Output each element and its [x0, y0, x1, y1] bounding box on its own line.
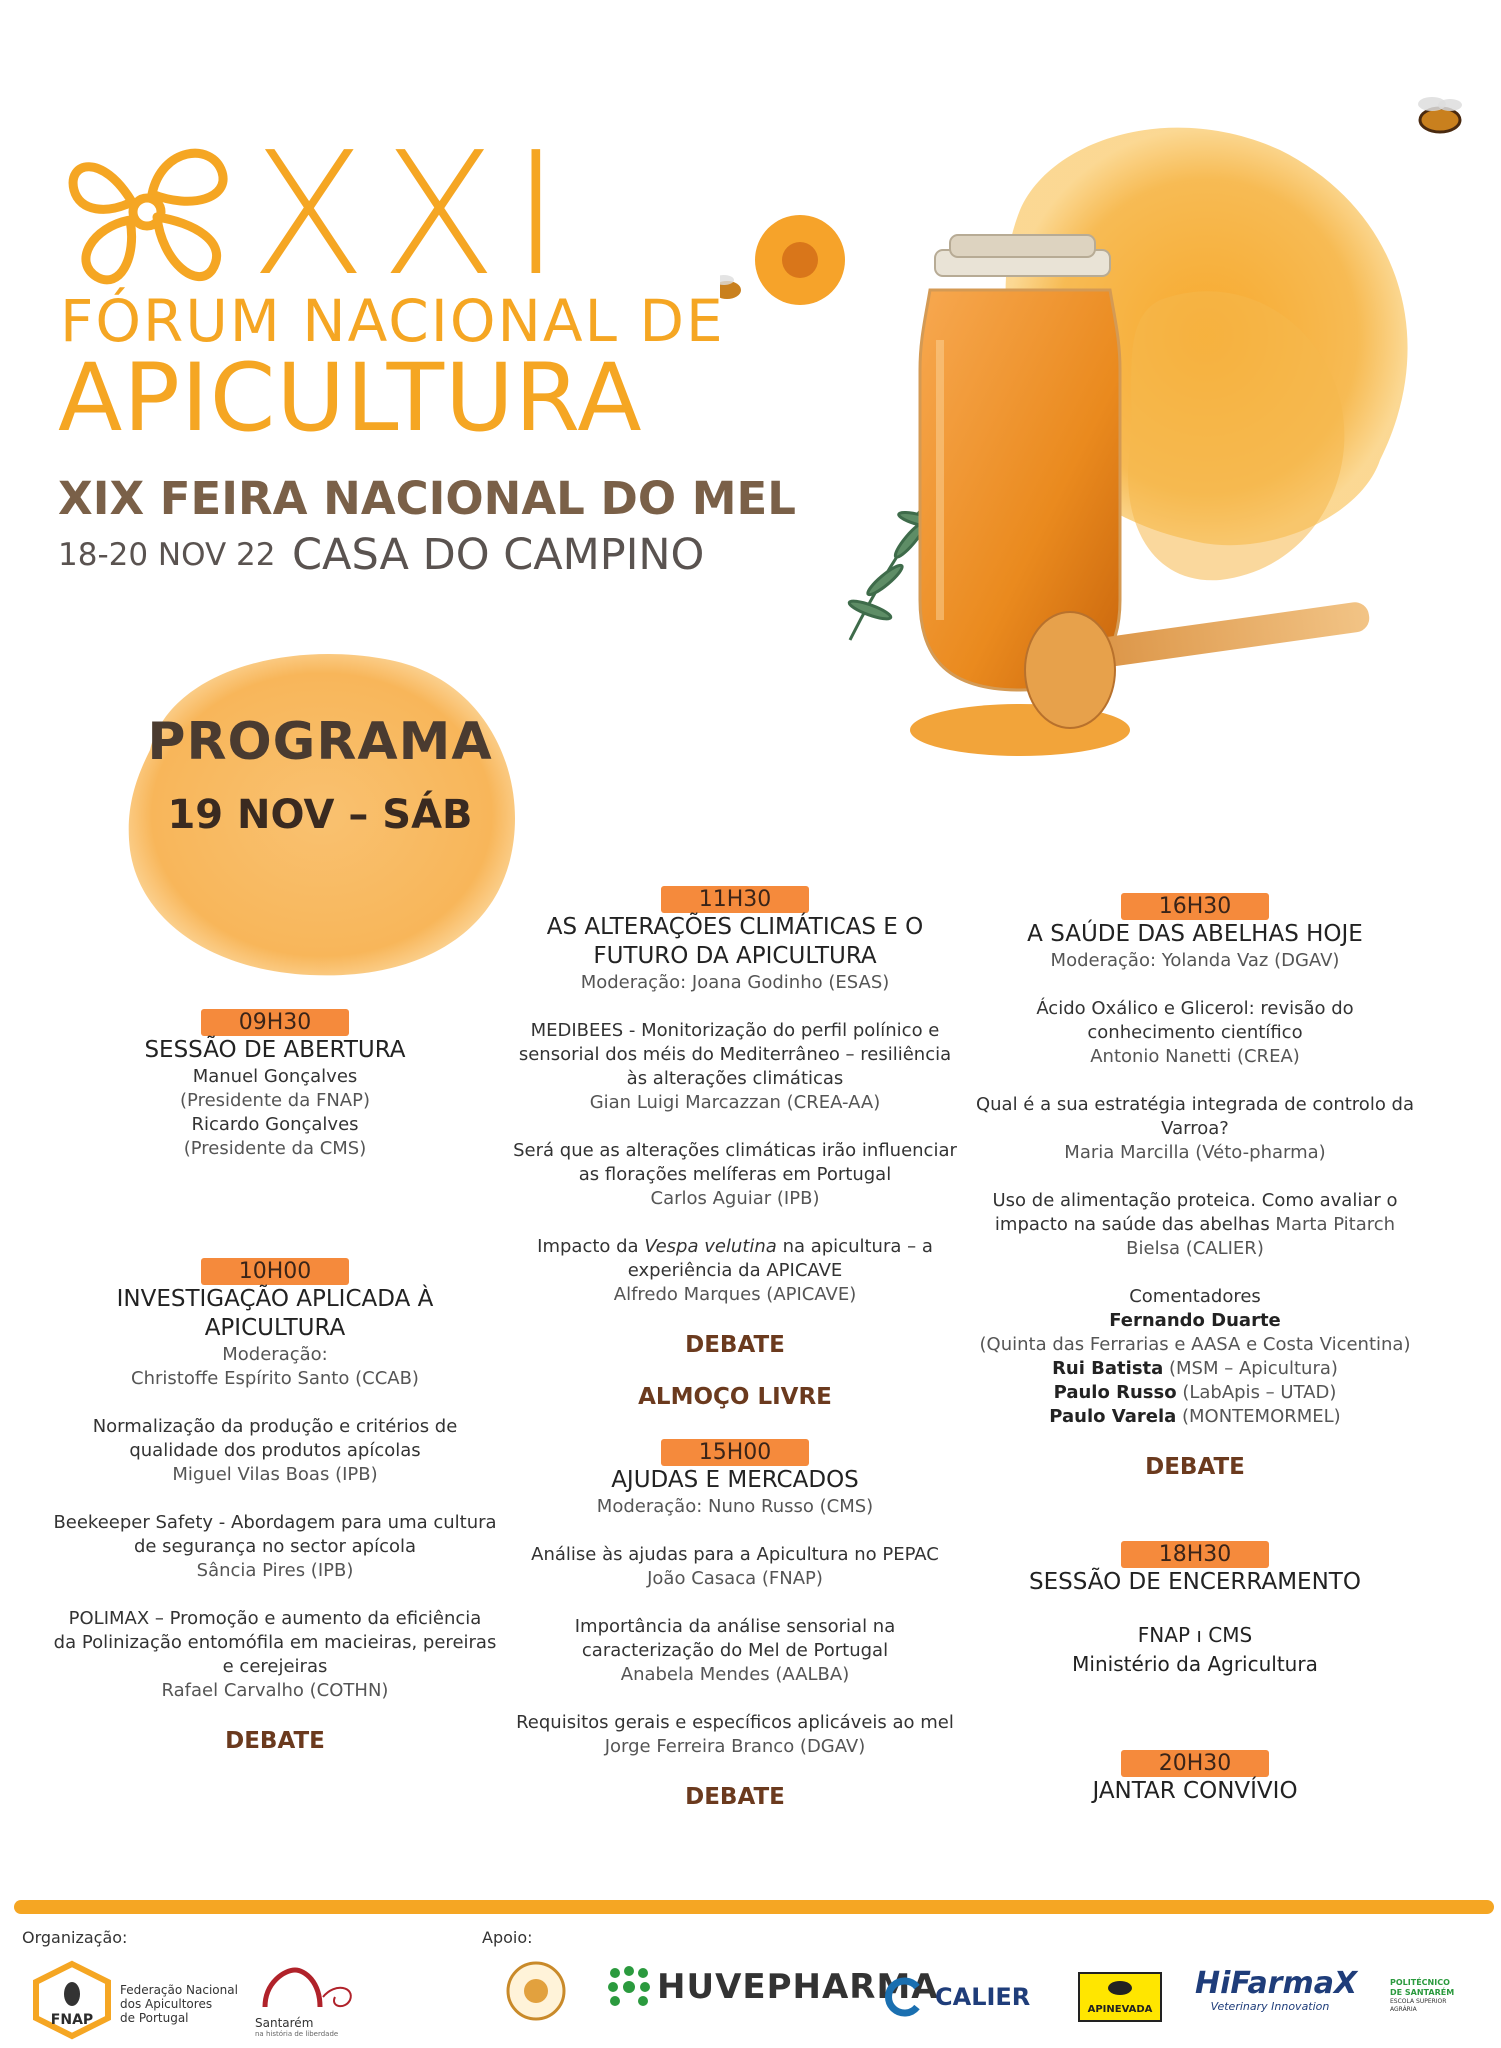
talk-title: experiência da APICAVE: [627, 1260, 843, 1281]
programa-title: PROGRAMA: [147, 712, 493, 772]
talk-title: sensorial dos méis do Mediterrâneo – resiliência: [518, 1044, 952, 1065]
session-title: AS ALTERAÇÕES CLIMÁTICAS E O: [546, 914, 924, 940]
talk-title: Requisitos gerais e específicos aplicáveis ao mel: [516, 1712, 954, 1733]
time-badge: 11H30: [661, 886, 810, 913]
commentator-name: Fernando Duarte: [1109, 1310, 1281, 1331]
organization-label: Organização:: [22, 1928, 128, 1947]
session-investigation: [40, 1258, 510, 1755]
moderator: Moderação: Yolanda Vaz (DGAV): [1050, 950, 1340, 971]
session-markets: [505, 1439, 965, 1811]
talk-title: Beekeeper Safety - Abordagem para uma cultura: [53, 1512, 497, 1533]
calier-logo: [885, 1975, 1030, 2019]
talk-title: Normalização da produção e critérios de: [92, 1416, 458, 1437]
commentator-org: (MSM – Apicultura): [1163, 1358, 1338, 1379]
speaker-name: Ricardo Gonçalves: [191, 1114, 359, 1135]
politecnico-logo: [1390, 1978, 1490, 2014]
bee-illustration-top: [1418, 97, 1462, 132]
talk-speaker: Miguel Vilas Boas (IPB): [172, 1464, 378, 1485]
session-title: JANTAR CONVÍVIO: [1092, 1778, 1298, 1804]
talk-title: Qual é a sua estratégia integrada de controlo da: [975, 1094, 1415, 1115]
apicultura-title: APICULTURA: [58, 344, 643, 453]
santarem-tagline: na história de liberdade: [255, 2030, 339, 2038]
fnap-name-line: Federação Nacional: [120, 1983, 238, 1997]
session-title: SESSÃO DE ENCERRAMENTO: [1029, 1569, 1361, 1595]
session-title: FUTURO DA APICULTURA: [593, 943, 877, 969]
commentator-org: (Quinta das Ferrarias e AASA e Costa Vicentina): [979, 1334, 1411, 1355]
fnap-logo: [30, 1960, 114, 2040]
talk-title: Ácido Oxálico e Glicerol: revisão do: [1036, 998, 1354, 1019]
politecnico-line: POLITÉCNICO: [1390, 1978, 1450, 1987]
forum-title: FÓRUM NACIONAL DE: [60, 287, 725, 355]
talk-title: qualidade dos produtos apícolas: [129, 1440, 421, 1461]
closing-line: Ministério da Agricultura: [1072, 1652, 1318, 1676]
talk-title: MEDIBEES - Monitorização do perfil polínico e: [530, 1020, 940, 1041]
honey-jar-illustration: [720, 40, 1480, 840]
hifarmax-name: HiFarmaX: [1195, 1966, 1358, 2001]
talk-title: Varroa?: [1161, 1118, 1229, 1139]
calier-c-icon: [885, 1977, 925, 2017]
time-badge: 15H00: [661, 1439, 810, 1466]
time-badge: 18H30: [1121, 1541, 1270, 1568]
time-badge: 20H30: [1121, 1750, 1270, 1777]
time-badge: 09H30: [201, 1009, 350, 1036]
politecnico-line: DE SANTARÉM: [1390, 1988, 1455, 1997]
honey-dipper: [1025, 612, 1115, 728]
edition-numeral: XXI: [250, 116, 576, 314]
talk-title: conhecimento científico: [1087, 1022, 1303, 1043]
talk-title: Será que as alterações climáticas irão influenciar: [513, 1140, 957, 1161]
moderator: Moderação: Joana Godinho (ESAS): [580, 972, 890, 993]
species-name: Vespa velutina: [644, 1236, 777, 1257]
santarem-logo: [255, 1962, 365, 2038]
fnap-name: [120, 1983, 238, 2025]
hifarmax-logo: [1195, 1966, 1358, 2013]
talk-title-post: na apicultura – a: [776, 1236, 933, 1257]
politecnico-line: AGRÁRIA: [1390, 2006, 1417, 2013]
talk-speaker: Anabela Mendes (AALBA): [620, 1664, 850, 1685]
lunch-label: ALMOÇO LIVRE: [638, 1384, 832, 1410]
santarem-emblem-icon: [255, 1962, 365, 2012]
footer-divider: [14, 1900, 1494, 1914]
talk-speaker: Carlos Aguiar (IPB): [650, 1188, 820, 1209]
programa-day: 19 NOV – SÁB: [167, 792, 473, 838]
calier-name: CALIER: [935, 1983, 1031, 2011]
commentator-org: (MONTEMORMEL): [1176, 1406, 1341, 1427]
support-label: Apoio:: [482, 1928, 533, 1947]
talk-title: da Polinização entomófila em macieiras, pereiras: [53, 1632, 497, 1653]
santarem-name: Santarém: [255, 2016, 314, 2030]
commentator-name: Rui Batista: [1052, 1358, 1164, 1379]
commentators-title: Comentadores: [1129, 1286, 1261, 1307]
time-badge: 10H00: [201, 1258, 350, 1285]
calendula-flower: [755, 215, 845, 305]
talk-title-pre: Impacto da: [537, 1236, 645, 1257]
debate-label: DEBATE: [685, 1784, 785, 1810]
talk-speaker: Alfredo Marques (APICAVE): [613, 1284, 857, 1305]
session-title: SESSÃO DE ABERTURA: [144, 1037, 406, 1063]
moderation-label: Moderação:: [222, 1344, 328, 1365]
apinevada-logo: [1078, 1972, 1162, 2022]
talk-title: Análise às ajudas para a Apicultura no PEPAC: [531, 1544, 939, 1565]
event-dates: 18-20 NOV 22: [58, 537, 276, 573]
event-venue: CASA DO CAMPINO: [292, 530, 705, 580]
speaker-role: (Presidente da CMS): [183, 1138, 367, 1159]
session-title: AJUDAS E MERCADOS: [611, 1467, 859, 1493]
talk-title: e cerejeiras: [222, 1656, 328, 1677]
speaker-name: Manuel Gonçalves: [192, 1066, 358, 1087]
bee-illustration: [720, 275, 741, 299]
fnap-name-line: dos Apicultores: [120, 1997, 213, 2011]
session-title: INVESTIGAÇÃO APLICADA À: [116, 1286, 434, 1312]
session-title: APICULTURA: [204, 1315, 346, 1341]
fnap-hexagon-icon: [30, 1960, 114, 2040]
talk-title: [975, 1213, 1415, 1237]
closing-line: FNAP ı CMS: [1137, 1623, 1253, 1647]
hifarmax-tagline: Veterinary Innovation: [1210, 2000, 1330, 2013]
talk-speaker: Jorge Ferreira Branco (DGAV): [604, 1736, 866, 1757]
session-dinner: [975, 1750, 1415, 1806]
talk-title: POLIMAX – Promoção e aumento da eficiência: [68, 1608, 482, 1629]
session-opening: [40, 1009, 510, 1161]
debate-label: DEBATE: [685, 1332, 785, 1358]
talk-speaker: Antonio Nanetti (CREA): [1090, 1046, 1300, 1067]
talk-speaker: Maria Marcilla (Véto-pharma): [1064, 1142, 1326, 1163]
debate-label: DEBATE: [225, 1728, 325, 1754]
speaker-role: (Presidente da FNAP): [180, 1090, 370, 1111]
talk-speaker: Sância Pires (IPB): [196, 1560, 354, 1581]
talk-speaker: João Casaca (FNAP): [647, 1568, 823, 1589]
association-emblem-icon: [505, 1960, 567, 2022]
debate-label: DEBATE: [1145, 1454, 1245, 1480]
time-badge: 16H30: [1121, 893, 1270, 920]
talk-speaker: Gian Luigi Marcazzan (CREA-AA): [589, 1092, 881, 1113]
fnap-badge-text: FNAP: [50, 2012, 94, 2028]
talk-title: Importância da análise sensorial na: [574, 1616, 896, 1637]
talk-title: às alterações climáticas: [626, 1068, 844, 1089]
session-title: A SAÚDE DAS ABELHAS HOJE: [1027, 921, 1363, 947]
commentator-name: Paulo Russo: [1053, 1382, 1177, 1403]
moderator: Moderação: Nuno Russo (CMS): [596, 1496, 874, 1517]
feira-subtitle: XIX FEIRA NACIONAL DO MEL: [58, 472, 796, 525]
session-climate: [505, 886, 965, 1411]
fnap-name-line: de Portugal: [120, 2011, 189, 2025]
talk-title: [505, 1235, 965, 1259]
moderator: Christoffe Espírito Santo (CCAB): [131, 1368, 419, 1389]
talk-title-part: impacto na saúde das abelhas: [994, 1214, 1270, 1235]
talk-title: caracterização do Mel de Portugal: [581, 1640, 889, 1661]
huvepharma-dots-icon: [605, 1963, 653, 2011]
session-closing: [975, 1541, 1415, 1679]
talk-title: Uso de alimentação proteica. Como avaliar o: [992, 1190, 1398, 1211]
talk-title: as florações melíferas em Portugal: [578, 1164, 892, 1185]
talk-speaker: Bielsa (CALIER): [1126, 1238, 1264, 1259]
huvepharma-name: HUVEPHARMA: [657, 1967, 939, 2007]
talk-speaker: Marta Pitarch: [1269, 1214, 1396, 1235]
talk-title: de segurança no sector apícola: [133, 1536, 417, 1557]
apinevada-bee-icon: [1095, 1974, 1145, 2000]
commentator-org: (LabApis – UTAD): [1176, 1382, 1337, 1403]
commentator-name: Paulo Varela: [1049, 1406, 1177, 1427]
talk-speaker: Rafael Carvalho (COTHN): [161, 1680, 389, 1701]
flower-logo-icon: [62, 132, 237, 287]
apinevada-name: APINEVADA: [1087, 2004, 1153, 2015]
politecnico-line: ESCOLA SUPERIOR: [1390, 1998, 1447, 2005]
session-bee-health: [975, 893, 1415, 1481]
